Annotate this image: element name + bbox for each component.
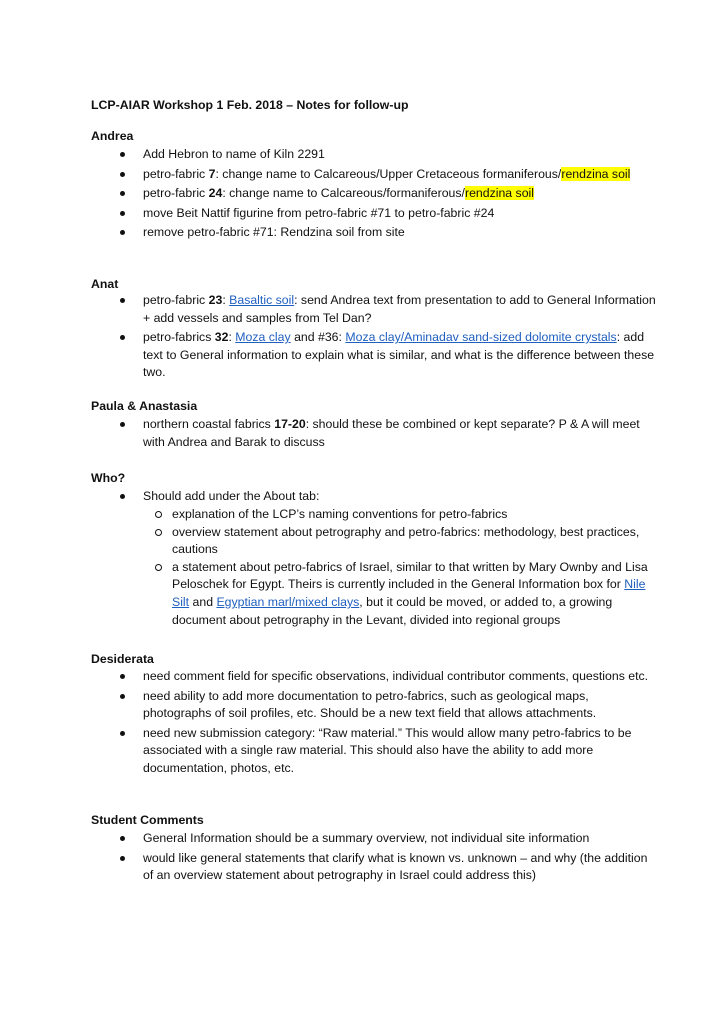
list-item: remove petro-fabric #71: Rendzina soil from site (116, 224, 656, 242)
list-item: Add Hebron to name of Kiln 2291 (116, 146, 656, 164)
andrea-list (116, 146, 656, 244)
paula-list (116, 416, 656, 453)
list-item: petro-fabric 7: change name to Calcareous/Upper Cretaceous formaniferous/rendzina soil (116, 166, 656, 184)
link-egyptian-marl[interactable]: Egyptian marl/mixed clays (216, 594, 360, 609)
list-item: need new submission category: “Raw material.” This would allow many petro-fabrics to be associated with a single raw material. This should also have the ability to add more documentation, photos, etc. (116, 725, 656, 778)
document-title: LCP-AIAR Workshop 1 Feb. 2018 – Notes for follow-up (91, 98, 409, 112)
link-nile-silt[interactable]: Nile Silt (172, 577, 646, 609)
who-sublist (155, 506, 655, 629)
list-item: need ability to add more documentation to petro-fabrics, such as geological maps, photographs of soil profiles, etc. Should be a new text field that allows attachments. (116, 688, 656, 723)
section-heading-student-comments: Student Comments (91, 813, 204, 827)
desiderata-list (116, 668, 656, 780)
list-item: move Beit Nattif figurine from petro-fabric #71 to petro-fabric #24 (116, 205, 656, 223)
list-item: petro-fabric 23: Basaltic soil: send Andrea text from presentation to add to General Information + add vessels and samples from Tel Dan? (116, 292, 656, 327)
link-moza-clay-aminadav[interactable]: Moza clay/Aminadav sand-sized dolomite crystals (345, 330, 617, 345)
section-heading-desiderata: Desiderata (91, 652, 154, 666)
sub-list-item: explanation of the LCP’s naming conventions for petro-fabrics (155, 506, 655, 524)
list-item: need comment field for specific observations, individual contributor comments, questions etc. (116, 668, 656, 686)
sub-list-item: overview statement about petrography and petro-fabrics: methodology, best practices, cautions (155, 524, 655, 559)
sub-list-item: a statement about petro-fabrics of Israel, similar to that written by Mary Ownby and Lisa Peloschek for Egypt. Theirs is currently included in the General Information box for Nile Silt and Egyptian marl/mixed clays, but it could be moved, or added to, a growing document about petrography in the Levant, divided into regional groups (155, 559, 655, 629)
who-list (116, 488, 656, 508)
highlighted-text: rendzina soil (561, 166, 631, 181)
section-heading-who: Who? (91, 471, 126, 485)
list-item: General Information should be a summary overview, not individual site information (116, 830, 656, 848)
list-item: petro-fabrics 32: Moza clay and #36: Moza clay/Aminadav sand-sized dolomite crystals: add text to General information to explain what is similar, and what is the difference between these two. (116, 329, 656, 382)
link-basaltic-soil[interactable]: Basaltic soil (229, 293, 295, 307)
list-item: would like general statements that clarify what is known vs. unknown – and why (the addition of an overview statement about petrography in Israel could address this) (116, 850, 656, 885)
list-item: Should add under the About tab: (116, 488, 656, 506)
list-item: petro-fabric 24: change name to Calcareous/formaniferous/rendzina soil (116, 185, 656, 203)
highlighted-text: rendzina soil (464, 186, 535, 201)
anat-list (116, 292, 656, 384)
section-heading-paula-anastasia: Paula & Anastasia (91, 399, 198, 413)
student-comments-list (116, 830, 656, 887)
section-heading-anat: Anat (91, 277, 119, 291)
link-moza-clay[interactable]: Moza clay (235, 330, 291, 345)
list-item: northern coastal fabrics 17-20: should these be combined or kept separate? P & A will meet with Andrea and Barak to discuss (116, 416, 656, 451)
section-heading-andrea: Andrea (91, 129, 134, 143)
